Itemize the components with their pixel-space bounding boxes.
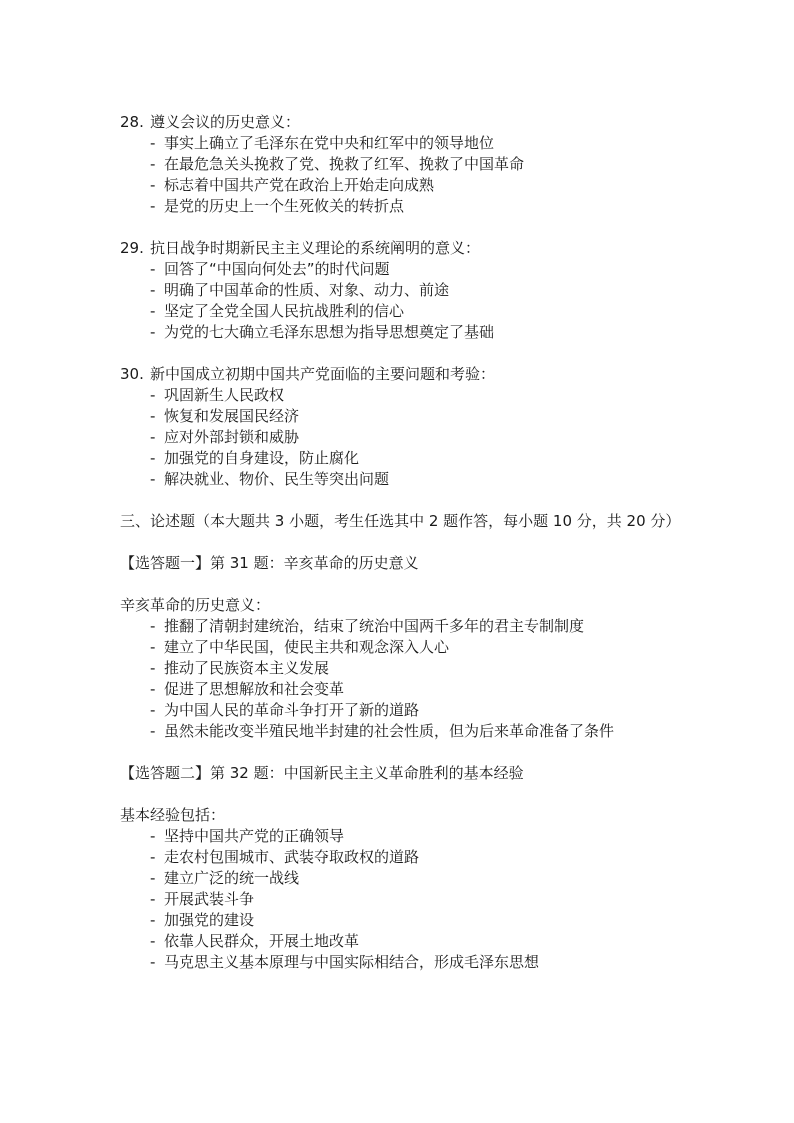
bullet-dash: - [150, 428, 156, 446]
question-number: 30. [120, 365, 144, 383]
bullet-dash: - [150, 407, 156, 425]
list-item: - 建立了中华民国，使民主共和观念深入人心 [150, 638, 450, 656]
bullet-dash: - [150, 281, 156, 299]
list-item: - 加强党的建设 [150, 911, 255, 929]
bullet-dash: - [150, 323, 156, 341]
list-item: - 恢复和发展国民经济 [150, 407, 300, 425]
bullet-dash: - [150, 848, 156, 866]
list-item: - 回答了“中国向何处去”的时代问题 [150, 260, 390, 278]
bullet-dash: - [150, 827, 156, 845]
question-number: 28. [120, 113, 144, 131]
document-page [120, 112, 690, 973]
question-30-title [120, 364, 690, 385]
bullet-dash: - [150, 638, 156, 656]
list-item: - 虽然未能改变半殖民地半封建的社会性质，但为后来革命准备了条件 [150, 722, 615, 740]
bullet-dash: - [150, 953, 156, 971]
list-item: - 标志着中国共产党在政治上开始走向成熟 [150, 176, 435, 194]
bullet-dash: - [150, 890, 156, 908]
list-item: - 为中国人民的革命斗争打开了新的道路 [150, 701, 420, 719]
question-text: 抗日战争时期新民主主义理论的系统阐明的意义： [150, 239, 481, 257]
bullet-dash: - [150, 869, 156, 887]
bullet-dash: - [150, 470, 156, 488]
question-text: 新中国成立初期中国共产党面临的主要问题和考验： [150, 365, 496, 383]
question-text: 遵义会议的历史意义： [150, 113, 301, 131]
list-item: - 促进了思想解放和社会变革 [150, 680, 345, 698]
list-item: - 推翻了清朝封建统治，结束了统治中国两千多年的君主专制制度 [150, 617, 585, 635]
list-item: - 是党的历史上一个生死攸关的转折点 [150, 197, 405, 215]
list-item: - 为党的七大确立毛泽东思想为指导思想奠定了基础 [150, 323, 495, 341]
question-29-title [120, 238, 690, 259]
list-item: - 巩固新生人民政权 [150, 386, 285, 404]
bullet-dash: - [150, 911, 156, 929]
bullet-dash: - [150, 155, 156, 173]
bullet-dash: - [150, 722, 156, 740]
list-item: - 坚定了全党全国人民抗战胜利的信心 [150, 302, 405, 320]
list-item: - 明确了中国革命的性质、对象、动力、前途 [150, 281, 450, 299]
bullet-dash: - [150, 302, 156, 320]
list-item: - 开展武装斗争 [150, 890, 255, 908]
bullet-dash: - [150, 680, 156, 698]
list-item: - 走农村包围城市、武装夺取政权的道路 [150, 848, 420, 866]
list-item: - 坚持中国共产党的正确领导 [150, 827, 345, 845]
list-item: - 解决就业、物价、民生等突出问题 [150, 470, 390, 488]
list-item: - 加强党的自身建设，防止腐化 [150, 449, 360, 467]
bullet-dash: - [150, 701, 156, 719]
question-number: 29. [120, 239, 144, 257]
question-29-answers [120, 259, 690, 343]
list-item: - 推动了民族资本主义发展 [150, 659, 330, 677]
question-32-answers [120, 826, 690, 973]
list-item: - 事实上确立了毛泽东在党中央和红军中的领导地位 [150, 134, 495, 152]
question-32-lead: 基本经验包括： [120, 806, 226, 824]
bullet-dash: - [150, 617, 156, 635]
bullet-dash: - [150, 197, 156, 215]
list-item: - 建立广泛的统一战线 [150, 869, 300, 887]
question-31-answers [120, 616, 690, 742]
list-item: - 在最危急关头挽救了党、挽救了红军、挽救了中国革命 [150, 155, 525, 173]
bullet-dash: - [150, 386, 156, 404]
question-31-heading: 【选答题一】第 31 题：辛亥革命的历史意义 [120, 554, 419, 572]
question-31-lead: 辛亥革命的历史意义： [120, 596, 271, 614]
list-item: - 马克思主义基本原理与中国实际相结合，形成毛泽东思想 [150, 953, 540, 971]
bullet-dash: - [150, 659, 156, 677]
question-32-heading: 【选答题二】第 32 题：中国新民主主义革命胜利的基本经验 [120, 764, 524, 782]
question-28-answers [120, 133, 690, 217]
bullet-dash: - [150, 176, 156, 194]
question-28-title [120, 112, 690, 133]
bullet-dash: - [150, 134, 156, 152]
bullet-dash: - [150, 449, 156, 467]
list-item: - 依靠人民群众，开展土地改革 [150, 932, 360, 950]
question-30-answers [120, 385, 690, 490]
bullet-dash: - [150, 932, 156, 950]
bullet-dash: - [150, 260, 156, 278]
list-item: - 应对外部封锁和威胁 [150, 428, 300, 446]
section-3-heading: 三、论述题（本大题共 3 小题，考生任选其中 2 题作答，每小题 10 分，共 20 分） [120, 512, 681, 530]
